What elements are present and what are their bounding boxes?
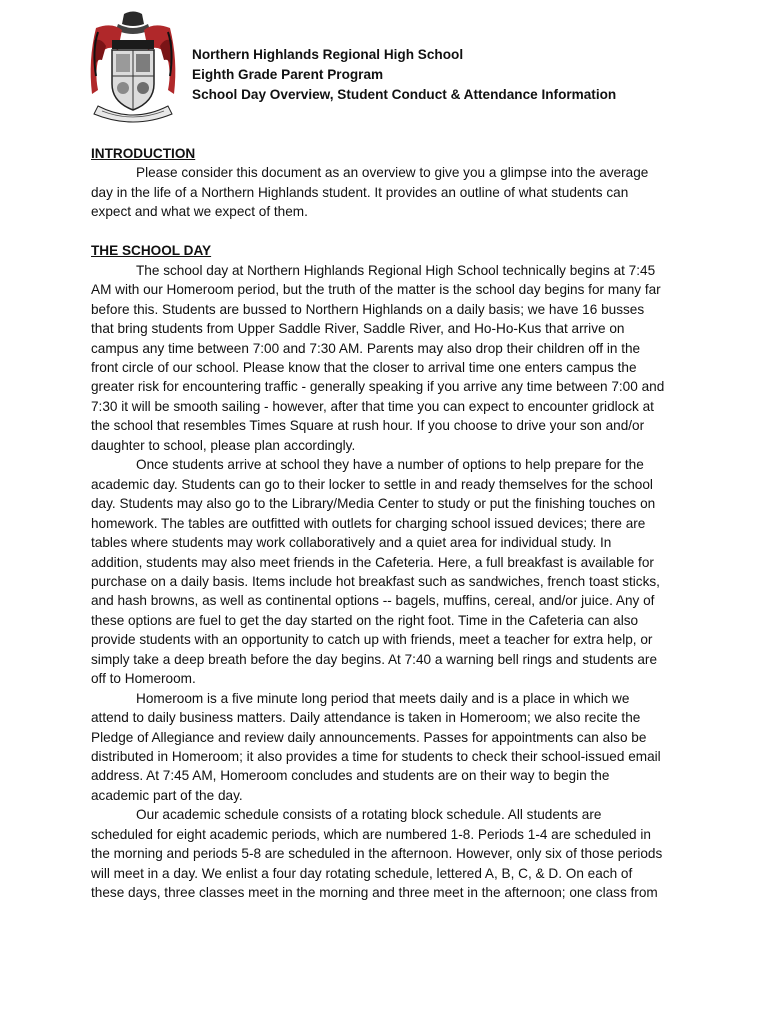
paragraph-line: tables where students may work collaboratively and a quiet area for individual study. In: [91, 535, 612, 551]
paragraph-line: Our academic schedule consists of a rotating block schedule. All students are: [136, 807, 602, 823]
paragraph-line: academic part of the day.: [91, 787, 243, 803]
paragraph-line: Homeroom is a five minute long period that meets daily and is a place in which we: [136, 690, 630, 706]
paragraph-line: day in the life of a Northern Highlands student. It provides an outline of what students can: [91, 184, 629, 200]
paragraph-line: AM with our Homeroom period, but the truth of the matter is the school day begins for many far: [91, 282, 661, 298]
document-header: [192, 45, 616, 105]
paragraph-line: will meet in a day. We enlist a four day rotating schedule, lettered A, B, C, & D. On each of: [91, 865, 633, 881]
paragraph-line: daughter to school, please plan accordingly.: [91, 437, 356, 453]
paragraph-line: and hash browns, as well as continental options -- bagels, muffins, cereal, and/or juice. Any of: [91, 593, 655, 609]
paragraph-line: attend to daily business matters. Daily attendance is taken in Homeroom; we also recite the: [91, 710, 641, 726]
paragraph-line: address. At 7:45 AM, Homeroom concludes and students are on their way to begin the: [91, 768, 610, 784]
paragraph-line: these days, three classes meet in the morning and three meet in the afternoon; one class from: [91, 885, 658, 901]
paragraph-line: Once students arrive at school they have a number of options to help prepare for the: [136, 457, 644, 473]
school-crest-logo: [88, 10, 178, 124]
paragraph-line: these options are fuel to get the day started on the right foot. Time in the Cafeteria can also: [91, 612, 639, 628]
paragraph-line: The school day at Northern Highlands Regional High School technically begins at 7:45: [136, 262, 656, 278]
paragraph-line: front circle of our school. Please know that the closer to arrival time one enters campus the: [91, 359, 637, 375]
intro-heading: INTRODUCTION: [91, 146, 196, 161]
paragraph-line: that bring students from Upper Saddle River, Saddle River, and Ho-Ho-Kus that arrive on: [91, 321, 625, 337]
school-day-heading: THE SCHOOL DAY: [91, 243, 212, 259]
program-name: Eighth Grade Parent Program: [192, 67, 384, 82]
paragraph-line: scheduled for eight academic periods, which are numbered 1-8. Periods 1-4 are scheduled in: [91, 826, 651, 842]
paragraph-line: addition, students may also meet friends in the Cafeteria. Here, a full breakfast is available for: [91, 554, 654, 570]
document-body: [91, 144, 681, 903]
paragraph-line: before this. Students are bussed to Northern Highlands on a daily basis; we have 16 busses: [91, 301, 645, 317]
school-name: Northern Highlands Regional High School: [192, 47, 464, 62]
section-spacer: [91, 222, 681, 241]
paragraph-line: the school that resembles Times Square at rush hour. If you choose to drive your son and/or: [91, 418, 645, 434]
paragraph-line: greater risk for encountering traffic - generally speaking if you arrive any time between 7:00 and: [91, 379, 665, 395]
paragraph-line: homework. The tables are outfitted with outlets for charging school issued devices; there are: [91, 515, 646, 531]
paragraph-line: provide students with an opportunity to catch up with friends, meet a teacher for extra help, or: [91, 632, 653, 648]
paragraph-line: campus any time between 7:00 and 7:30 AM. Parents may also drop their children off in the: [91, 340, 641, 356]
paragraph-line: expect and what we expect of them.: [91, 204, 308, 220]
paragraph-line: the morning and periods 5-8 are scheduled in the afternoon. However, only six of those periods: [91, 846, 663, 862]
paragraph-line: day. Students may also go to the Library/Media Center to study or put the finishing touches on: [91, 496, 656, 512]
document-subtitle: School Day Overview, Student Conduct & Attendance Information: [192, 87, 617, 102]
paragraph-line: 7:30 it will be smooth sailing - however, after that time you can expect to encounter gridlock at: [91, 398, 654, 414]
paragraph-line: Pledge of Allegiance and review daily announcements. Passes for appointments can also be: [91, 729, 647, 745]
paragraph-line: academic day. Students can go to their locker to settle in and ready themselves for the school: [91, 476, 653, 492]
paragraph-line: distributed in Homeroom; it also provides a time for students to check their school-issued email: [91, 749, 661, 765]
paragraph-line: Please consider this document as an overview to give you a glimpse into the average: [136, 165, 649, 181]
paragraph-line: purchase on a daily basis. Items include hot breakfast such as sandwiches, french toast sticks,: [91, 573, 660, 589]
paragraph-line: simply take a deep breath before the day begins. At 7:40 a warning bell rings and students are: [91, 651, 658, 667]
paragraph-line: off to Homeroom.: [91, 671, 196, 687]
